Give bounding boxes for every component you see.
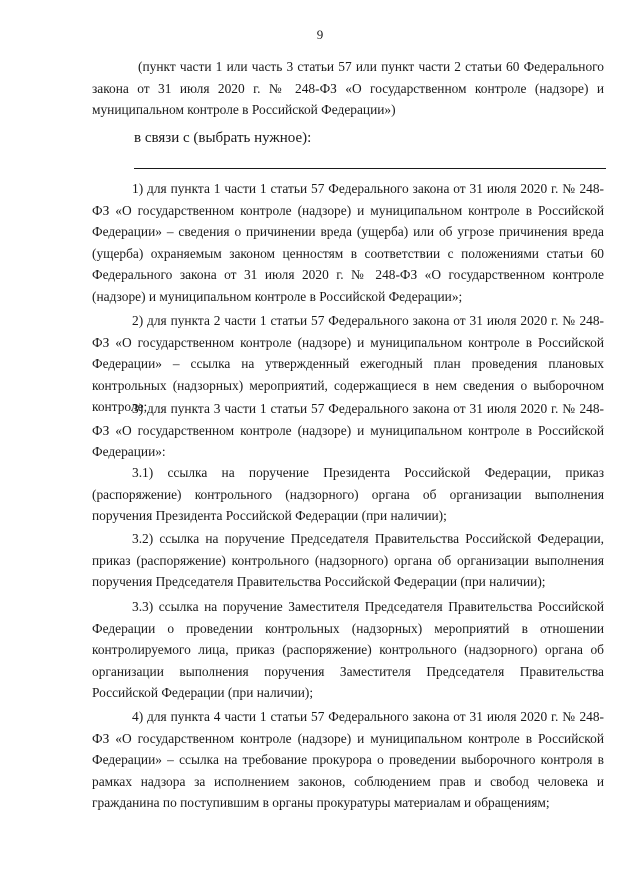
item-3-3: 3.3) ссылка на поручение Заместителя Председателя Правительства Российской Федерации о проведении контрольных (надзорных) мероприятий в отношении контролируемого лица, приказ (распоряжение) контрольного (надзорного) органа об организации выполнения поручения Заместителя Председателя Правительства Российской Федерации (при наличии); (92, 599, 604, 701)
item-3: 3) для пункта 3 части 1 статьи 57 Федерального закона от 31 июля 2020 г. № 248-ФЗ «О государственном контроле (надзоре) и муниципальном контроле в Российской Федерации»: (92, 401, 604, 460)
item-3-1: 3.1) ссылка на поручение Президента Российской Федерации, приказ (распоряжение) контрольного (надзорного) органа об организации выполнения поручения Президента Российской Федерации (при наличии); (92, 465, 604, 524)
item-2: 2) для пункта 2 части 1 статьи 57 Федерального закона от 31 июля 2020 г. № 248-ФЗ «О государственном контроле (надзоре) и муниципальном контроле в Российской Федерации» – ссылка на утвержденный ежегодный план проведения плановых контрольных (надзорных) мероприятий, содержащиеся в нем сведения о выборочном контроле; (92, 313, 604, 415)
item-1: 1) для пункта 1 части 1 статьи 57 Федерального закона от 31 июля 2020 г. № 248-ФЗ «О государственном контроле (надзоре) и муниципальном контроле в Российской Федерации» – сведения о причинении вреда (ущерба) или об угрозе причинения вреда (ущерба) охраняемым законом ценностям в соответствии с положениями статьи 60 Федерального закона от 31 июля 2020 г. № 248-ФЗ «О государственном контроле (надзоре) и муниципальном контроле в Российской Федерации»; (92, 181, 604, 304)
subject-label: в связи с (выбрать нужное): (134, 130, 312, 146)
page-number: 9 (316, 27, 324, 42)
item-4: 4) для пункта 4 части 1 статьи 57 Федерального закона от 31 июля 2020 г. № 248-ФЗ «О государственном контроле (надзоре) и муниципальном контроле в Российской Федерации» – ссылка на требование прокурора о проведении выборочного контроля в рамках надзора за исполнением законов, соблюдением прав и свобод человека и гражданина по поступившим в органы прокуратуры материалам и обращениям; (92, 709, 604, 811)
intro-note: (пункт части 1 или часть 3 статьи 57 или пункт части 2 статьи 60 Федерального закона от 31 июля 2020 г. № 248-ФЗ «О государственном контроле (надзоре) и муниципальном контроле в Российской Федерации») (92, 59, 604, 118)
fill-in-line (134, 168, 606, 169)
item-3-2: 3.2) ссылка на поручение Председателя Правительства Российской Федерации, приказ (распоряжение) контрольного (надзорного) органа об организации выполнения поручения Председателя Правительства Российской Федерации (при наличии); (92, 531, 604, 590)
